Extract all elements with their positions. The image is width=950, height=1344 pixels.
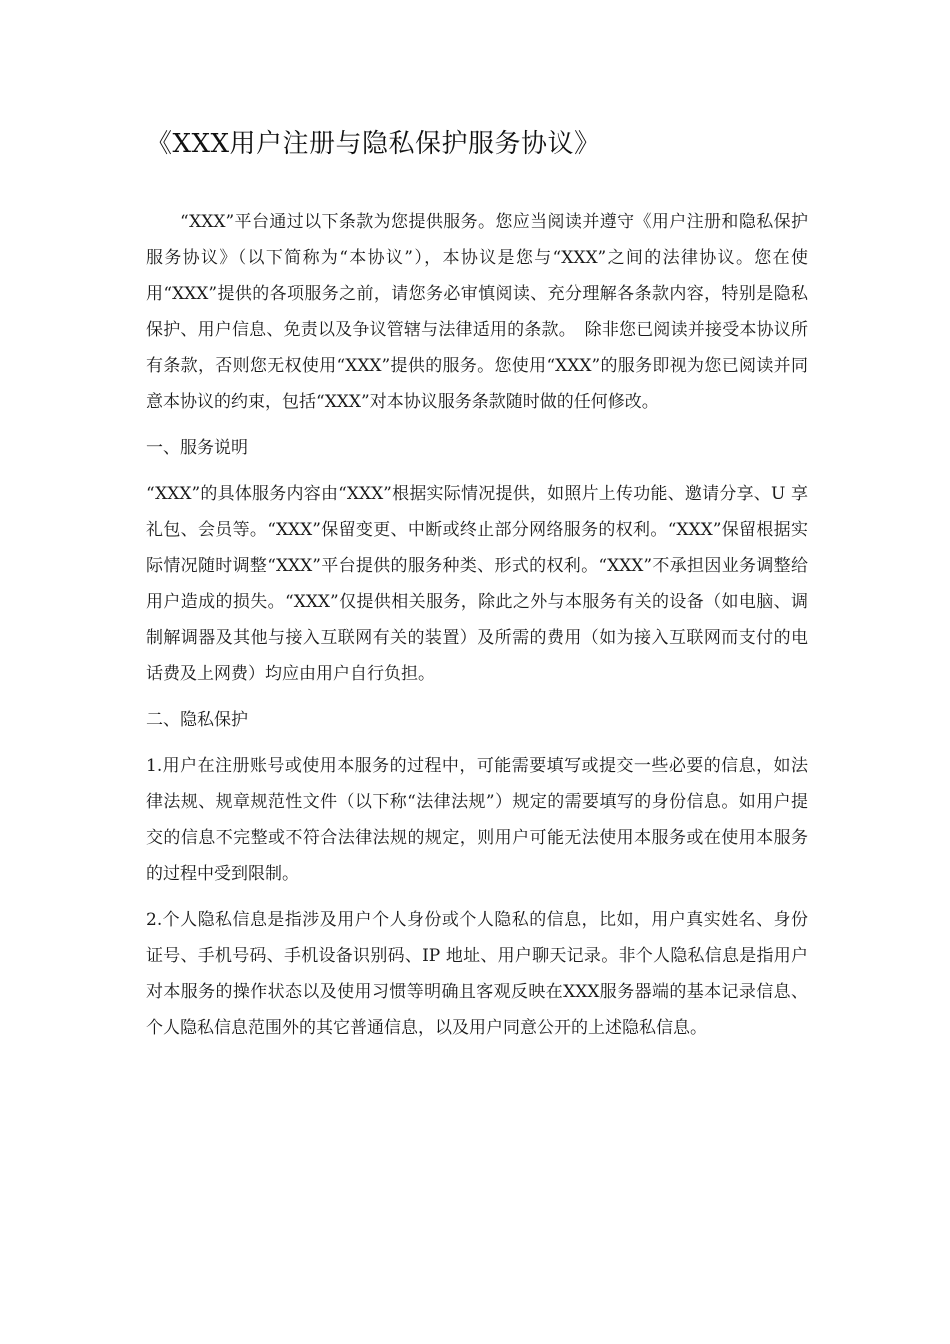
document-content bbox=[146, 124, 808, 1056]
privacy-item-1: 1.用户在注册账号或使用本服务的过程中，可能需要填写或提交一些必要的信息，如法律法规、规章规范性文件（以下称“法律法规”）规定的需要填写的身份信息。如用户提交的信息不完整或不符合法律法规的规定，则用户可能无法使用本服务或在使用本服务的过程中受到限制。 bbox=[146, 756, 808, 884]
document-title: 《XXX用户注册与隐私保护服务协议》 bbox=[146, 129, 601, 159]
section-heading-service: 一、服务说明 bbox=[146, 438, 248, 458]
service-description-paragraph: “XXX”的具体服务内容由“XXX”根据实际情况提供，如照片上传功能、邀请分享、U 享礼包、会员等。“XXX”保留变更、中断或终止部分网络服务的权利。“XXX”保留根据实际情况随时调整“XXX”平台提供的服务种类、形式的权利。“XXX”不承担因业务调整给用户造成的损失。“XXX”仅提供相关服务，除此之外与本服务有关的设备（如电脑、调制解调器及其他与接入互联网有关的装置）及所需的费用（如为接入互联网而支付的电话费及上网费）均应由用户自行负担。 bbox=[146, 484, 808, 684]
privacy-item-2: 2.个人隐私信息是指涉及用户个人身份或个人隐私的信息，比如，用户真实姓名、身份证号、手机号码、手机设备识别码、IP 地址、用户聊天记录。非个人隐私信息是指用户对本服务的操作状态以及使用习惯等明确且客观反映在XXX服务器端的基本记录信息、个人隐私信息范围外的其它普通信息，以及用户同意公开的上述隐私信息。 bbox=[146, 910, 808, 1038]
section-heading-privacy: 二、隐私保护 bbox=[146, 710, 248, 730]
intro-paragraph: “XXX”平台通过以下条款为您提供服务。您应当阅读并遵守《用户注册和隐私保护服务协议》（以下简称为“本协议”），本协议是您与“XXX”之间的法律协议。您在使用“XXX”提供的各项服务之前，请您务必审慎阅读、充分理解各条款内容，特别是隐私保护、用户信息、免责以及争议管辖与法律适用的条款。 除非您已阅读并接受本协议所有条款，否则您无权使用“XXX”提供的服务。您使用“XXX”的服务即视为您已阅读并同意本协议的约束，包括“XXX”对本协议服务条款随时做的任何修改。 bbox=[146, 212, 808, 412]
